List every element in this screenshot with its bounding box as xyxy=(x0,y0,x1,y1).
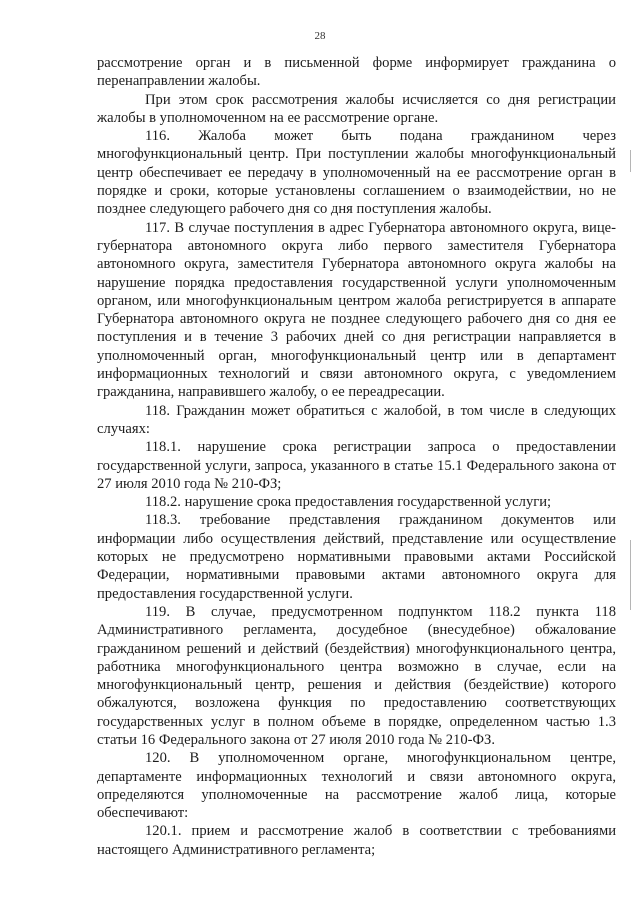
page-number: 28 xyxy=(314,30,326,42)
paragraph-120: 120. В уполномоченном органе, многофункциональном центре, департаменте информационных технологий и связи автономного округа, определяются уполномоченные на рассмотрение жалоб лица, которые обеспечивают: xyxy=(97,750,616,822)
paragraph-119: 119. В случае, предусмотренном подпунктом 118.2 пункта 118 Административного регламента, досудебное (внесудебное) обжалование гражданином решений и действий (бездействия) многофункционального центра, работника многофункционального центра возможно в случае, если на многофункциональный центр, решения и действия (бездействие) которого обжалуются, возложена функция по предоставлению соответствующих государственных услуг в полном объеме в порядке, определенном частью 1.3 статьи 16 Федерального закона от 27 июля 2010 года № 210-ФЗ. xyxy=(97,603,616,748)
paragraph-120-1: 120.1. прием и рассмотрение жалоб в соответствии с требованиями настоящего Административного регламента; xyxy=(97,823,616,858)
paragraph-118-1: 118.1. нарушение срока регистрации запроса о предоставлении государственной услуги, запроса, указанного в статье 15.1 Федерального закона от 27 июля 2010 года № 210-ФЗ; xyxy=(97,439,616,492)
scan-margin-mark xyxy=(630,540,631,610)
document-body xyxy=(97,54,616,859)
scan-margin-mark xyxy=(630,150,631,172)
paragraph-116: 116. Жалоба может быть подана гражданином через многофункциональный центр. При поступлении жалобы многофункциональный центр обеспечивает ее передачу в уполномоченный на ее рассмотрение орган в порядке и сроки, которые установлены соглашением о взаимодействии, но не позднее следующего рабочего дня со дня поступления жалобы. xyxy=(97,128,616,218)
paragraph-complaint-term: При этом срок рассмотрения жалобы исчисляется со дня регистрации жалобы в уполномоченном на ее рассмотрение органе. xyxy=(97,91,616,126)
paragraph-118-2: 118.2. нарушение срока предоставления государственной услуги; xyxy=(145,494,552,511)
paragraph-117: 117. В случае поступления в адрес Губернатора автономного округа, вице-губернатора автономного округа либо первого заместителя Губернатора автономного округа, заместителя Губернатора автономного округа жалобы на нарушение порядка предоставления государственной услуги уполномоченным органом, или многофункциональным центром жалоба регистрируется в аппарате Губернатора автономного округа не позднее следующего рабочего дня со дня ее поступления и в течение 3 рабочих дней со дня регистрации направляется в уполномоченный орган, многофункциональный центр или в департамент информационных технологий и связи автономного округа, с уведомлением гражданина, направившего жалобу, о ее переадресации. xyxy=(97,219,616,401)
paragraph-118: 118. Гражданин может обратиться с жалобой, в том числе в следующих случаях: xyxy=(97,402,616,437)
paragraph-118-3: 118.3. требование представления гражданином документов или информации либо осуществления действий, представление или осуществление которых не предусмотрено нормативными правовыми актами Российской Федерации, нормативными правовыми актами автономного округа для предоставления государственной услуги. xyxy=(97,512,616,602)
paragraph-continuation: рассмотрение орган и в письменной форме информирует гражданина о перенаправлении жалобы. xyxy=(97,55,616,90)
